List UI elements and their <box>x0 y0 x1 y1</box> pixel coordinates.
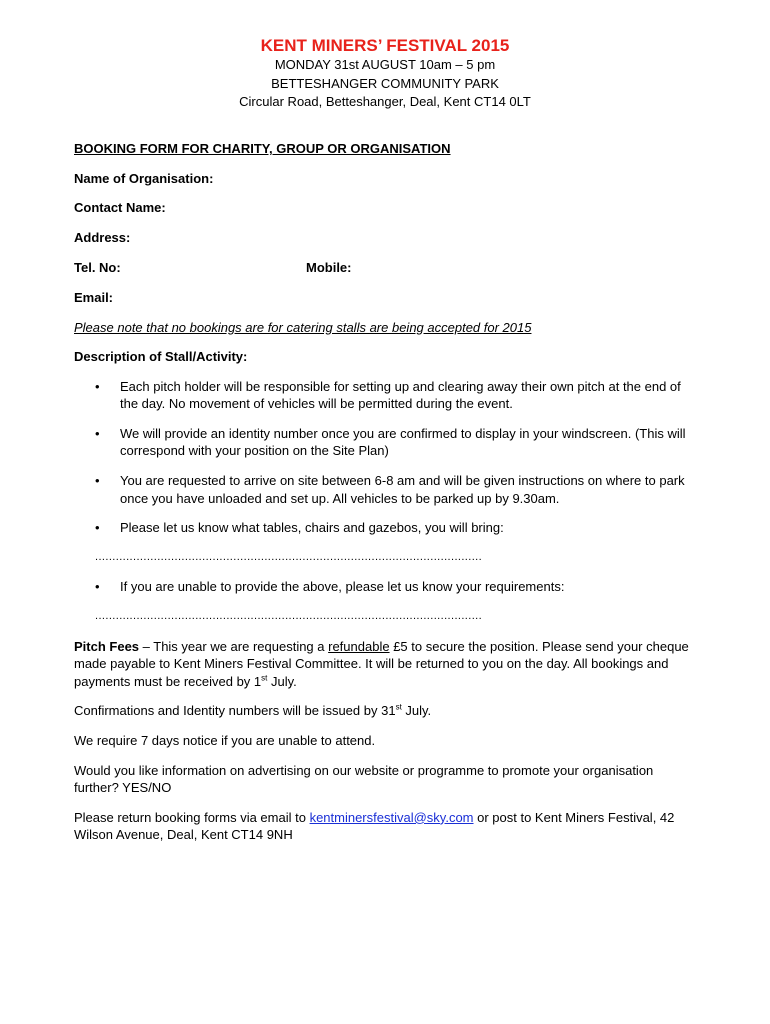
address-label: Address: <box>74 230 131 246</box>
bullet-text: Each pitch holder will be responsible for setting up and clearing away their own pitch at the end of the day. No movement of vehicles will be permitted during the event. <box>120 378 681 412</box>
dotted-answer-line: ................................................................................................................ <box>95 550 483 563</box>
festival-address: Circular Road, Betteshanger, Deal, Kent CT14 0LT <box>239 94 531 109</box>
pitch-fees-text: July. <box>267 673 297 689</box>
pitch-fees-paragraph <box>74 638 700 691</box>
bullet-item <box>95 578 700 596</box>
bullet-item <box>95 519 700 537</box>
header <box>0 36 770 112</box>
return-text: Please return booking forms via email to <box>74 809 310 825</box>
email-label: Email: <box>74 289 114 305</box>
phone-row <box>74 259 700 277</box>
festival-title: KENT MINERS’ FESTIVAL 2015 <box>260 36 510 55</box>
tel-label: Tel. No: <box>74 259 121 275</box>
bullet-icon: • <box>95 425 100 441</box>
confirmations-text: Confirmations and Identity numbers will be issued by 31 <box>74 703 396 719</box>
superscript: st <box>395 703 402 713</box>
org-name-label: Name of Organisation: <box>74 170 214 186</box>
bullet-item <box>95 425 700 460</box>
bullet-icon: • <box>95 378 100 394</box>
pitch-fees-text: £5 to secure the position. Please send your cheque made payable to Kent Miners Festival Committee. It will be returned to you on the day. All bookings and payments must be received by 1 <box>74 638 689 689</box>
bullet-text: We will provide an identity number once you are confirmed to display in your windscreen. (This will correspond with your position on the Site Plan) <box>120 425 686 459</box>
refundable-word: refundable <box>328 638 390 654</box>
bullet-text: Please let us know what tables, chairs and gazebos, you will bring: <box>120 520 504 536</box>
bullet-text: If you are unable to provide the above, please let us know your requirements: <box>120 579 565 595</box>
bullet-icon: • <box>95 579 100 595</box>
return-text: or post to Kent Miners Festival, 42 Wilson Avenue, Deal, Kent CT14 9NH <box>74 809 675 843</box>
confirmations-paragraph <box>74 702 700 720</box>
form-section-title: BOOKING FORM FOR CHARITY, GROUP OR ORGANISATION <box>74 141 451 156</box>
bullet-item <box>95 472 700 507</box>
confirmations-text: July. <box>401 703 432 719</box>
email-link[interactable]: kentminersfestival@sky.com <box>309 809 474 825</box>
dotted-answer-line: ................................................................................................................ <box>95 610 483 623</box>
bullet-icon: • <box>95 473 100 489</box>
catering-note: Please note that no bookings are for catering stalls are being accepted for 2015 <box>74 319 532 335</box>
description-label: Description of Stall/Activity: <box>74 349 248 365</box>
bullet-text: You are requested to arrive on site between 6-8 am and will be given instructions on where to park once you have unloaded and set up. All vehicles to be parked up by 9.30am. <box>120 473 685 506</box>
contact-name-label: Contact Name: <box>74 200 166 216</box>
form-body <box>74 140 700 844</box>
notice-paragraph: We require 7 days notice if you are unable to attend. <box>74 733 376 748</box>
advertising-paragraph: Would you like information on advertising on our website or programme to promote your organisation further? YES/NO <box>74 762 654 796</box>
pitch-fees-heading: Pitch Fees <box>74 638 140 654</box>
return-paragraph <box>74 809 700 844</box>
superscript: st <box>261 673 268 683</box>
pitch-fees-text: – This year we are requesting a <box>139 638 329 654</box>
festival-date: MONDAY 31st AUGUST 10am – 5 pm <box>274 57 496 72</box>
bullet-icon: • <box>95 520 100 536</box>
bullet-item <box>95 378 700 413</box>
mobile-label: Mobile: <box>306 259 352 275</box>
festival-venue: BETTESHANGER COMMUNITY PARK <box>271 75 499 91</box>
